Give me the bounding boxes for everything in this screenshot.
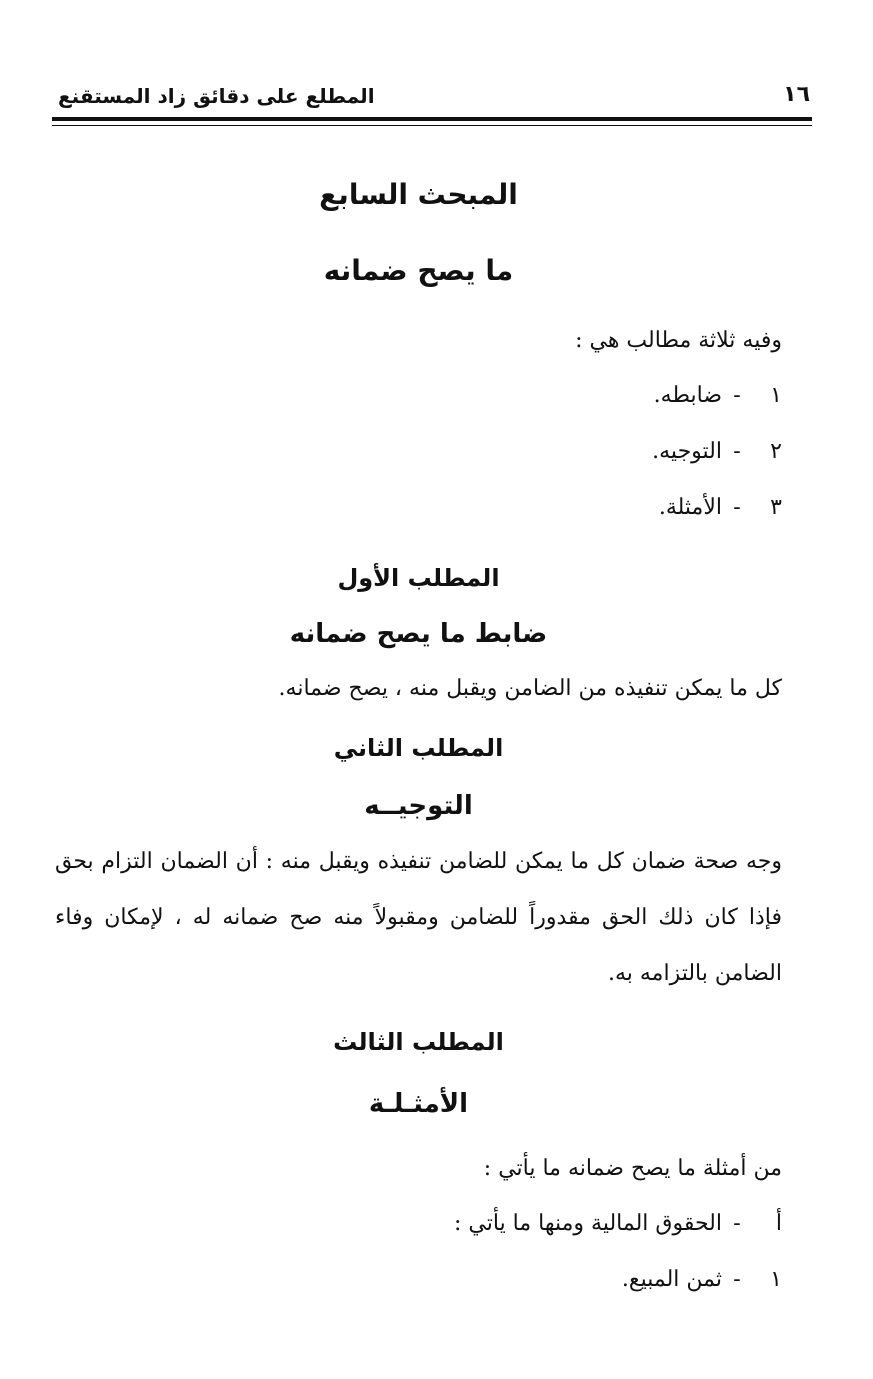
list-letter: أ	[775, 1211, 782, 1236]
matlab3-subtitle: الأمثـلـة	[368, 1089, 469, 1119]
matlab2-title: المطلب الثاني	[333, 734, 504, 762]
list-text: التوجيه.	[652, 439, 722, 464]
matlab1-title: المطلب الأول	[337, 564, 500, 592]
header-rule-thick	[52, 117, 812, 121]
list-text: ثمن المبيع.	[621, 1267, 722, 1292]
section-title: المبحث السابع	[319, 178, 518, 211]
list-text: الأمثلة.	[658, 495, 722, 520]
header-rule-thin	[52, 125, 812, 126]
list-text: ضابطه.	[653, 383, 722, 408]
matlab3-title: المطلب الثالث	[333, 1028, 504, 1056]
list-text: الحقوق المالية ومنها ما يأتي :	[454, 1211, 722, 1236]
matlab2-subtitle: التوجيــه	[364, 791, 473, 821]
list-number: ١	[770, 1267, 782, 1292]
section-subtitle: ما يصح ضمانه	[323, 254, 514, 287]
page-number: ١٦	[783, 82, 810, 107]
matlab1-text: كل ما يمكن تنفيذه من الضامن ويقبل منه ، يصح ضمانه.	[278, 676, 782, 701]
book-title: المطلع على دقائق زاد المستقنع	[58, 84, 375, 108]
page-body	[55, 160, 782, 1308]
matlab3-intro: من أمثلة ما يصح ضمانه ما يأتي :	[483, 1156, 782, 1181]
list-item: أ-الحقوق المالية ومنها ما يأتي :	[55, 1196, 782, 1252]
list-item: ٢-التوجيه.	[55, 424, 782, 480]
list-item: ١-ثمن المبيع.	[55, 1252, 782, 1308]
section-intro: وفيه ثلاثة مطالب هي :	[575, 328, 782, 353]
list-number: ٢	[770, 439, 782, 464]
list-item: ٣-الأمثلة.	[55, 480, 782, 536]
list-item: ١-ضابطه.	[55, 368, 782, 424]
matlab1-subtitle: ضابط ما يصح ضمانه	[289, 619, 548, 649]
matlab2-text: وجه صحة ضمان كل ما يمكن للضامن تنفيذه ويقبل منه : أن الضمان التزام بحق فإذا كان ذلك الحق مقدوراً للضامن ومقبولاً منه صح ضمانه له ، لإمكان وفاء الضامن بالتزامه به.	[55, 849, 782, 986]
list-number: ٣	[770, 495, 782, 520]
list-number: ١	[770, 383, 782, 408]
running-header	[58, 78, 810, 118]
